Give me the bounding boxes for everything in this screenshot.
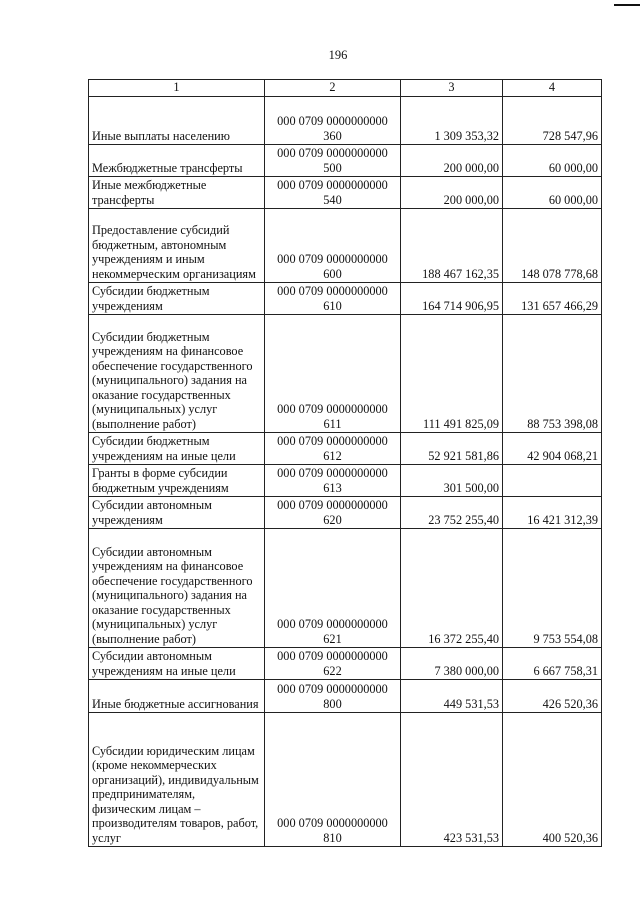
row-name-cell: Субсидии автономным учреждениям на иные цели xyxy=(89,648,265,680)
row-code-cell: 000 0709 0000000000 620 xyxy=(265,497,401,529)
row-name-cell: Субсидии автономным учреждениям xyxy=(89,497,265,529)
row-code-cell: 000 0709 0000000000 500 xyxy=(265,145,401,177)
budget-table xyxy=(88,79,602,847)
table-row xyxy=(89,209,602,283)
row-name-cell: Субсидии бюджетным учреждениям на финансовое обеспечение государственного (муниципального) задания на оказание государственных (муниципальных) услуг (выполнение работ) xyxy=(89,315,265,433)
row-value-3-cell: 200 000,00 xyxy=(401,145,503,177)
table-row xyxy=(89,680,602,713)
table-row xyxy=(89,283,602,315)
page-number: 196 xyxy=(328,48,348,62)
row-value-4-cell: 60 000,00 xyxy=(503,145,602,177)
row-value-3-cell: 200 000,00 xyxy=(401,177,503,209)
corner-mark xyxy=(614,4,640,6)
row-value-4-cell: 6 667 758,31 xyxy=(503,648,602,680)
table-row xyxy=(89,648,602,680)
row-code-cell: 000 0709 0000000000 622 xyxy=(265,648,401,680)
row-value-4-cell xyxy=(503,465,602,497)
row-name-cell: Субсидии юридическим лицам (кроме некоммерческих организаций), индивидуальным предпринимателям, физическим лицам – производителям товаров, работ, услуг xyxy=(89,713,265,847)
row-value-3-cell: 188 467 162,35 xyxy=(401,209,503,283)
row-name-cell: Субсидии бюджетным учреждениям на иные цели xyxy=(89,433,265,465)
table-row xyxy=(89,433,602,465)
row-code-cell: 000 0709 0000000000 611 xyxy=(265,315,401,433)
table-row xyxy=(89,713,602,847)
header-cell-1: 1 xyxy=(89,80,265,97)
row-value-4-cell: 9 753 554,08 xyxy=(503,529,602,648)
header-cell-3: 3 xyxy=(401,80,503,97)
row-code-cell: 000 0709 0000000000 610 xyxy=(265,283,401,315)
row-code-cell: 000 0709 0000000000 600 xyxy=(265,209,401,283)
row-name-cell: Межбюджетные трансферты xyxy=(89,145,265,177)
row-code-cell: 000 0709 0000000000 800 xyxy=(265,680,401,713)
row-value-3-cell: 449 531,53 xyxy=(401,680,503,713)
table-row xyxy=(89,145,602,177)
row-value-3-cell: 23 752 255,40 xyxy=(401,497,503,529)
row-value-3-cell: 7 380 000,00 xyxy=(401,648,503,680)
row-value-3-cell: 423 531,53 xyxy=(401,713,503,847)
table-row xyxy=(89,529,602,648)
row-code-cell: 000 0709 0000000000 540 xyxy=(265,177,401,209)
row-value-3-cell: 1 309 353,32 xyxy=(401,97,503,145)
row-name-cell: Иные бюджетные ассигнования xyxy=(89,680,265,713)
row-code-cell: 000 0709 0000000000 612 xyxy=(265,433,401,465)
header-cell-2: 2 xyxy=(265,80,401,97)
row-name-cell: Гранты в форме субсидии бюджетным учреждениям xyxy=(89,465,265,497)
row-name-cell: Субсидии бюджетным учреждениям xyxy=(89,283,265,315)
row-value-4-cell: 148 078 778,68 xyxy=(503,209,602,283)
row-value-4-cell: 16 421 312,39 xyxy=(503,497,602,529)
row-name-cell: Иные межбюджетные трансферты xyxy=(89,177,265,209)
row-value-3-cell: 164 714 906,95 xyxy=(401,283,503,315)
row-value-3-cell: 111 491 825,09 xyxy=(401,315,503,433)
row-value-4-cell: 60 000,00 xyxy=(503,177,602,209)
row-value-3-cell: 52 921 581,86 xyxy=(401,433,503,465)
row-value-4-cell: 426 520,36 xyxy=(503,680,602,713)
row-name-cell: Иные выплаты населению xyxy=(89,97,265,145)
row-value-4-cell: 400 520,36 xyxy=(503,713,602,847)
table-row xyxy=(89,497,602,529)
row-code-cell: 000 0709 0000000000 621 xyxy=(265,529,401,648)
row-name-cell: Субсидии автономным учреждениям на финансовое обеспечение государственного (муниципального) задания на оказание государственных (муниципальных) услуг (выполнение работ) xyxy=(89,529,265,648)
row-value-4-cell: 728 547,96 xyxy=(503,97,602,145)
row-name-cell: Предоставление субсидий бюджетным, автономным учреждениям и иным некоммерческим организациям xyxy=(89,209,265,283)
header-cell-4: 4 xyxy=(503,80,602,97)
row-code-cell: 000 0709 0000000000 810 xyxy=(265,713,401,847)
row-value-3-cell: 301 500,00 xyxy=(401,465,503,497)
table-row xyxy=(89,315,602,433)
table-row xyxy=(89,177,602,209)
row-code-cell: 000 0709 0000000000 360 xyxy=(265,97,401,145)
row-value-4-cell: 42 904 068,21 xyxy=(503,433,602,465)
row-code-cell: 000 0709 0000000000 613 xyxy=(265,465,401,497)
table-row xyxy=(89,97,602,145)
row-value-4-cell: 88 753 398,08 xyxy=(503,315,602,433)
header-row xyxy=(89,80,602,97)
row-value-3-cell: 16 372 255,40 xyxy=(401,529,503,648)
row-value-4-cell: 131 657 466,29 xyxy=(503,283,602,315)
table-row xyxy=(89,465,602,497)
